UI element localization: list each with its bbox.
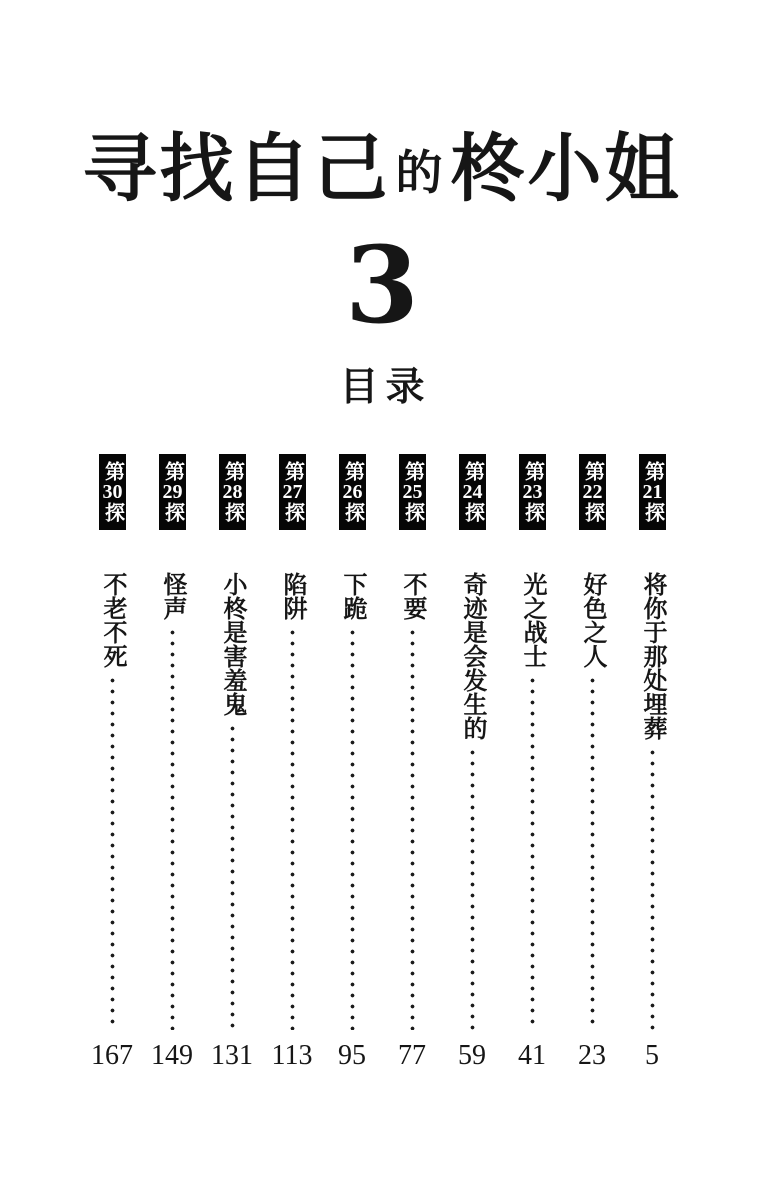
leader [274,572,310,1030]
toc-entry [394,454,430,1072]
page-number: 113 [271,1039,313,1071]
leader [214,572,250,1030]
book-title [83,128,682,213]
chapter-title: 不老不死 [99,571,125,668]
toc-entry [211,454,253,1072]
page-number: 59 [458,1039,486,1071]
chapter-number: 22 [582,481,603,502]
toc-entry [334,454,370,1072]
page-number: 95 [338,1039,366,1071]
chapter-badge [159,454,186,530]
chapter-prefix: 第 [281,460,304,482]
chapter-title: 将你于那处埋葬 [639,571,665,740]
dotted-leader [290,627,295,1030]
chapter-suffix: 探 [221,501,244,523]
chapter-title: 奇迹是会发生的 [459,571,485,740]
toc [91,454,670,1072]
toc-entry [574,454,610,1072]
chapter-suffix: 探 [521,501,544,523]
chapter-prefix: 第 [581,460,604,482]
chapter-prefix: 第 [461,460,484,482]
toc-entry [514,454,550,1072]
chapter-suffix: 探 [101,501,124,523]
chapter-badge [339,454,366,530]
leader [394,572,430,1030]
leader [634,572,670,1030]
leader [454,572,490,1030]
book-title-right: 柊小姐 [450,129,682,211]
chapter-title: 光之战士 [519,571,545,668]
chapter-number: 24 [462,481,483,502]
chapter-title: 下跪 [339,571,365,620]
leader [94,572,130,1030]
chapter-suffix: 探 [581,501,604,523]
chapter-prefix: 第 [341,460,364,482]
chapter-badge [219,454,246,530]
chapter-suffix: 探 [341,501,364,523]
page-number: 131 [211,1039,253,1071]
chapter-badge [519,454,546,530]
page-number: 149 [151,1039,193,1071]
chapter-title: 好色之人 [579,571,605,668]
dotted-leader [410,627,415,1030]
page-number: 167 [91,1039,133,1071]
chapter-number: 29 [162,481,183,502]
toc-entry [151,454,193,1072]
book-title-particle: 的 [395,148,446,200]
leader [154,572,190,1030]
chapter-prefix: 第 [521,460,544,482]
chapter-number: 21 [642,481,663,502]
chapter-title: 怪声 [159,571,185,620]
dotted-leader [230,723,235,1030]
chapter-badge [279,454,306,530]
chapter-title: 陷阱 [279,571,305,620]
page-number: 41 [518,1039,546,1071]
book-title-left: 寻找自己 [82,129,391,211]
chapter-badge [579,454,606,530]
chapter-number: 27 [282,481,303,502]
leader [514,572,550,1030]
chapter-badge [459,454,486,530]
dotted-leader [170,627,175,1030]
chapter-title: 不要 [399,571,425,620]
chapter-prefix: 第 [161,460,184,482]
toc-heading: 目录 [339,365,432,409]
chapter-number: 30 [102,481,123,502]
chapter-suffix: 探 [461,501,484,523]
chapter-suffix: 探 [641,501,664,523]
page-number: 23 [578,1039,606,1071]
chapter-badge [399,454,426,530]
dotted-leader [110,675,115,1030]
chapter-prefix: 第 [641,460,664,482]
chapter-suffix: 探 [401,501,424,523]
dotted-leader [350,627,355,1030]
chapter-title: 小柊是害羞鬼 [219,571,245,716]
page-number: 5 [645,1039,659,1071]
chapter-prefix: 第 [401,460,424,482]
dotted-leader [530,675,535,1030]
chapter-prefix: 第 [101,460,124,482]
toc-entry [454,454,490,1072]
volume-number: 3 [345,222,419,348]
chapter-number: 28 [222,481,243,502]
dotted-leader [590,675,595,1030]
dotted-leader [650,747,655,1030]
chapter-suffix: 探 [161,501,184,523]
page-number: 77 [398,1039,426,1071]
dotted-leader [470,747,475,1030]
chapter-number: 25 [402,481,423,502]
toc-entry [634,454,670,1072]
chapter-number: 23 [522,481,543,502]
toc-entry [271,454,313,1072]
chapter-badge [639,454,666,530]
chapter-suffix: 探 [281,501,304,523]
leader [334,572,370,1030]
chapter-number: 26 [342,481,363,502]
leader [574,572,610,1030]
toc-entry [91,454,133,1072]
chapter-badge [99,454,126,530]
chapter-prefix: 第 [221,460,244,482]
